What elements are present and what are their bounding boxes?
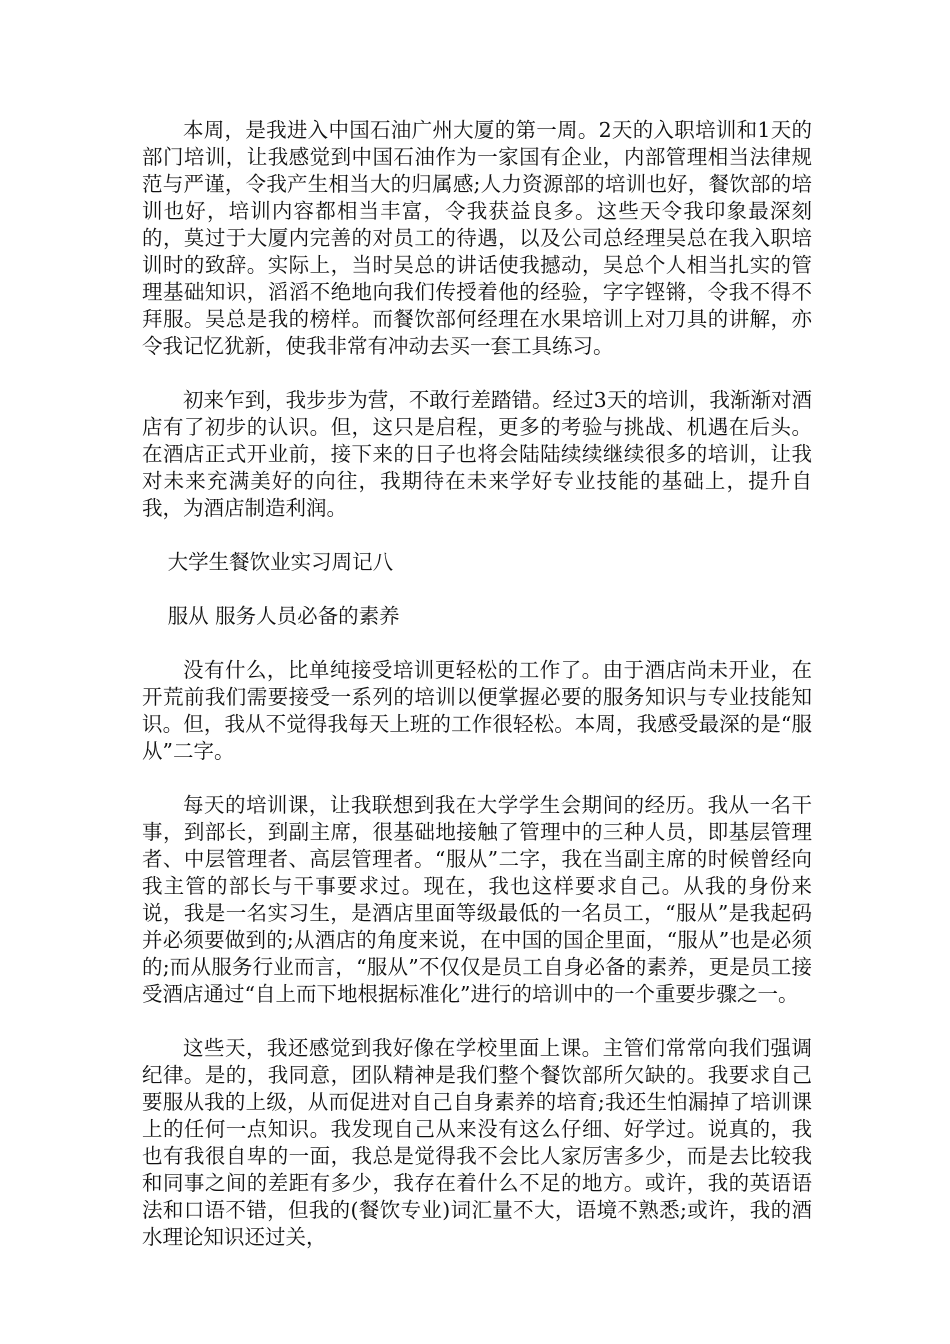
paragraph-school-feeling: 这些天，我还感觉到我好像在学校里面上课。主管们常常向我们强调纪律。是的，我同意，团队精神是我们整个餐饮部所欠缺的。我要求自己要服从我的上级，从而促进对自己自身素养的培育;我还生怕漏掉了培训课上的任何一点知识。我发现自己从来没有这么仔细、好学过。说真的，我也有我很自卑的一面，我总是觉得我不会比人家厉害多少，而是去比较我和同事之间的差距有多少，我存在着什么不足的地方。或许，我的英语语法和口语不错，但我的(餐饮专业)词汇量不大，语境不熟悉;或许，我的酒水理论知识还过关，: [142, 1036, 812, 1249]
section-subtitle: 服从 服务人员必备的素养: [167, 604, 400, 628]
section-title: 大学生餐饮业实习周记八: [167, 550, 394, 574]
paragraph-new-arrival: 初来乍到，我步步为营，不敢行差踏错。经过3天的培训，我渐渐对酒店有了初步的认识。但，这只是启程，更多的考验与挑战、机遇在后头。在酒店正式开业前，接下来的日子也将会陆陆续续继续很多的培训，让我对未来充满美好的向往，我期待在未来学好专业技能的基础上，提升自我，为酒店制造利润。: [142, 388, 812, 520]
paragraph-training-class: 每天的培训课，让我联想到我在大学学生会期间的经历。我从一名干事，到部长，到副主席，很基础地接触了管理中的三种人员，即基层管理者、中层管理者、高层管理者。“服从”二字，我在当副主席的时候曾经向我主管的部长与干事要求过。现在，我也这样要求自己。从我的身份来说，我是一名实习生，是酒店里面等级最低的一名员工，“服从”是我起码并必须要做到的;从酒店的角度来说，在中国的国企里面，“服从”也是必须的;而从服务行业而言，“服从”不仅仅是员工自身必备的素养，更是员工接受酒店通过“自上而下地根据标准化”进行的培训中的一个重要步骤之一。: [142, 793, 812, 1006]
paragraph-obedience: 没有什么，比单纯接受培训更轻松的工作了。由于酒店尚未开业，在开荒前我们需要接受一系列的培训以便掌握必要的服务知识与专业技能知识。但，我从不觉得我每天上班的工作很轻松。本周，我感受最深的是“服从”二字。: [142, 658, 812, 763]
paragraph-first-week: 本周，是我进入中国石油广州大厦的第一周。2天的入职培训和1天的部门培训，让我感觉到中国石油作为一家国有企业，内部管理相当法律规范与严谨，令我产生相当大的归属感;人力资源部的培训也好，餐饮部的培训也好，培训内容都相当丰富，令我获益良多。这些天令我印象最深刻的，莫过于大厦内完善的对员工的待遇，以及公司总经理吴总在我入职培训时的致辞。实际上，当时吴总的讲话使我撼动，吴总个人相当扎实的管理基础知识，滔滔不绝地向我们传授着他的经验，字字铿锵，令我不得不拜服。吴总是我的榜样。而餐饮部何经理在水果培训上对刀具的讲解，亦令我记忆犹新，使我非常有冲动去买一套工具练习。: [142, 118, 812, 358]
document-page: [142, 117, 812, 1251]
